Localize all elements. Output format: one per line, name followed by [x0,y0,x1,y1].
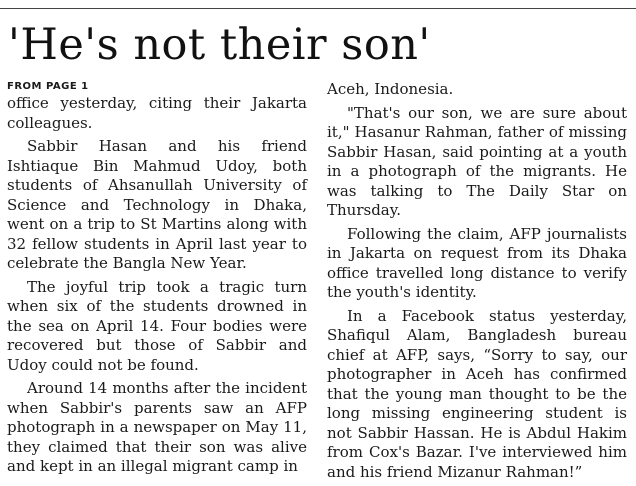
paragraph: Following the claim, AFP journalists in Jakarta on request from its Dhaka office travelled long distance to verify the youth's identity. [327,224,627,301]
paragraph: In a Facebook status yesterday, Shafiqul Alam, Bangladesh bureau chief at AFP, says, “Sorry to say, our photographer in Aceh has confirmed that the young man thought to be the long missing engineering student is not Sabbir Hassan. He is Abdul Hakim from Cox's Bazar. I've interviewed him and his friend Mizanur Rahman!” [327,306,627,481]
top-rule [0,8,636,9]
paragraph: office yesterday, citing their Jakarta colleagues. [7,94,307,132]
paragraph: Sabbir Hasan and his friend Ishtiaque Bin Mahmud Udoy, both students of Ahsanullah University of Science and Technology in Dhaka, went on a trip to St Martins along with 32 fellow students in April last year to celebrate the Bangla New Year. [7,137,307,272]
paragraph: "That's our son, we are sure about it," Hasanur Rahman, father of missing Sabbir Hasan, said pointing at a youth in a photograph of the migrants. He was talking to The Daily Star on Thursday. [327,103,627,219]
right-column [327,80,627,486]
paragraph: Around 14 months after the incident when Sabbir's parents saw an AFP photograph in a newspaper on May 11, they claimed that their son was alive and kept in an illegal migrant camp in [7,379,307,475]
paragraph: Aceh, Indonesia. [327,80,454,98]
continuation-label: FROM PAGE 1 [7,81,89,92]
paragraph: The joyful trip took a tragic turn when six of the students drowned in the sea on April 14. Four bodies were recovered but those of Sabbir and Udoy could not be found. [7,277,307,374]
left-column [7,80,307,481]
headline: 'He's not their son' [8,20,431,70]
